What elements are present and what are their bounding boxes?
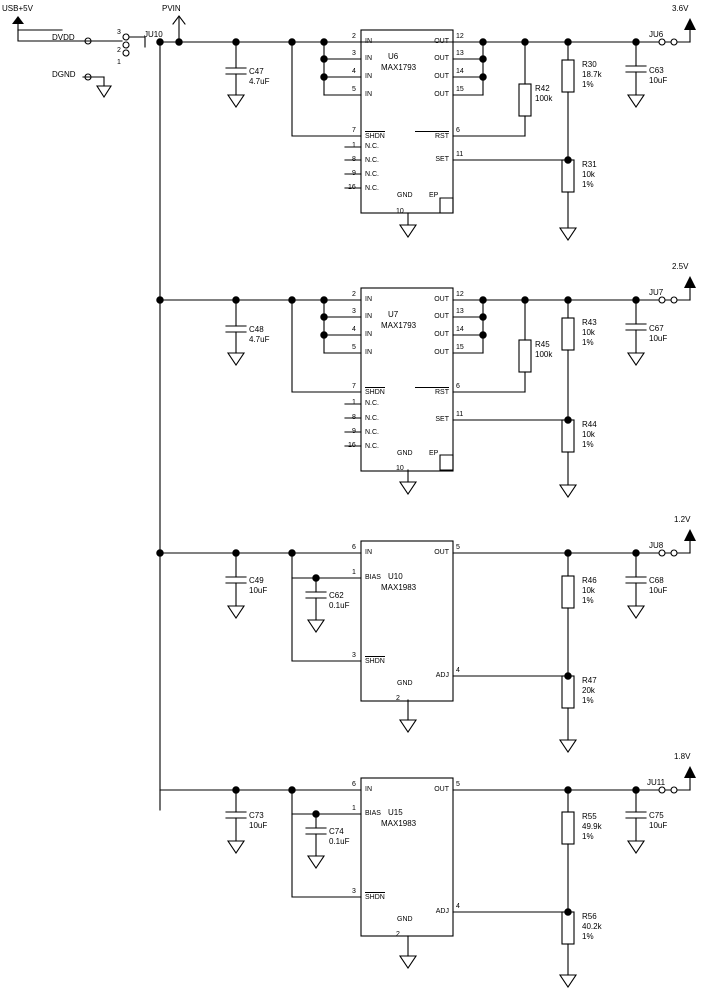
r55-ref: R55 — [582, 812, 597, 821]
u6-pin-3-name: IN — [365, 55, 372, 62]
u15-pin-3-num: 3 — [352, 888, 356, 895]
c75-ref: C75 — [649, 811, 664, 820]
u6-pin-14-name: OUT — [434, 73, 449, 80]
r45-ref: R45 — [535, 340, 550, 349]
u7-pin-13-name: OUT — [434, 313, 449, 320]
u10-pin-1-name: BIAS — [365, 574, 381, 581]
u7-pin-14-name: OUT — [434, 331, 449, 338]
u6-pin-1-num: 1 — [352, 142, 356, 149]
u7-pin-3-num: 3 — [352, 308, 356, 315]
u7-pin-12-name: OUT — [434, 296, 449, 303]
r31-value: 10k — [582, 170, 595, 179]
u7-ep-name: EP — [429, 450, 439, 457]
u6-pin-4-name: IN — [365, 73, 372, 80]
u15-pin-3-name: SHDN — [365, 894, 385, 901]
u10-pin-2-num: 2 — [396, 695, 400, 702]
c62-ref: C62 — [329, 591, 344, 600]
u7-pin-7-name: SHDN — [365, 389, 385, 396]
r56-value: 40.2k — [582, 922, 602, 931]
u6-ref: U6 — [388, 52, 399, 61]
c68-ref: C68 — [649, 576, 664, 585]
c48-value: 4.7uF — [249, 335, 270, 344]
u6-pin-2-name: IN — [365, 38, 372, 45]
u7-pin-2-num: 2 — [352, 291, 356, 298]
u6-pin-11-name: SET — [435, 156, 449, 163]
net-label-dgnd: DGND — [52, 70, 76, 79]
u10-pin-3-name: SHDN — [365, 658, 385, 665]
u6-pin-14-num: 14 — [456, 68, 464, 75]
u6-pin-6-name: RST — [415, 131, 449, 141]
r42-value: 100k — [535, 94, 553, 103]
u7-pin-9-name: N.C. — [365, 429, 379, 436]
u10-pin-5-num: 5 — [456, 544, 460, 551]
c48-ref: C48 — [249, 325, 264, 334]
u7-pin-4-name: IN — [365, 331, 372, 338]
u7-pin-5-name: IN — [365, 349, 372, 356]
c47-value: 4.7uF — [249, 77, 270, 86]
r30-tol: 1% — [582, 80, 594, 89]
u7-pin-13-num: 13 — [456, 308, 464, 315]
u6-pin-16-num: 16 — [348, 184, 356, 191]
r47-value: 20k — [582, 686, 595, 695]
u6-pin-2-num: 2 — [352, 33, 356, 40]
c62-value: 0.1uF — [329, 601, 350, 610]
u6-part: MAX1793 — [381, 63, 417, 72]
u6-pin-7-num: 7 — [352, 127, 356, 134]
u7-ref: U7 — [388, 310, 399, 319]
u7-pin-8-num: 8 — [352, 414, 356, 421]
net-label-dvdd: DVDD — [52, 33, 75, 42]
u7-pin-15-name: OUT — [434, 349, 449, 356]
r31-ref: R31 — [582, 160, 597, 169]
u15-ref: U15 — [388, 808, 403, 817]
u6-pin-9-num: 9 — [352, 170, 356, 177]
ju10-ref[interactable]: JU10 — [144, 30, 163, 39]
r56-ref: R56 — [582, 912, 597, 921]
u15-pin-6-name: IN — [365, 786, 372, 793]
net-label-out2: 2.5V — [672, 262, 689, 271]
u7-pin-16-num: 16 — [348, 442, 356, 449]
u7-pin-14-num: 14 — [456, 326, 464, 333]
ju8-ref[interactable]: JU8 — [649, 541, 664, 550]
u10-pin-4-num: 4 — [456, 667, 460, 674]
u6-pin-9-name: N.C. — [365, 171, 379, 178]
r46-ref: R46 — [582, 576, 597, 585]
r43-value: 10k — [582, 328, 595, 337]
u6-pin-6-num: 6 — [456, 127, 460, 134]
u7-pin-6-name: RST — [415, 387, 449, 397]
u15-pin-4-num: 4 — [456, 903, 460, 910]
u6-pin-3-num: 3 — [352, 50, 356, 57]
u7-pin-8-name: N.C. — [365, 415, 379, 422]
u15-pin-1-name: BIAS — [365, 810, 381, 817]
r47-ref: R47 — [582, 676, 597, 685]
u7-pin-10-num: 10 — [396, 465, 404, 472]
u10-pin-1-num: 1 — [352, 569, 356, 576]
ju10-pin3: 3 — [117, 29, 121, 36]
u6-pin-11-num: 11 — [456, 151, 464, 158]
u15-pin-6-num: 6 — [352, 781, 356, 788]
u6-ep-name: EP — [429, 192, 439, 199]
net-label-usb5v: USB+5V — [2, 4, 33, 13]
u7-pin-6-num: 6 — [456, 383, 460, 390]
r55-tol: 1% — [582, 832, 594, 841]
r42-ref: R42 — [535, 84, 550, 93]
ju10-pin2: 2 — [117, 47, 121, 54]
c73-ref: C73 — [249, 811, 264, 820]
u6-pin-12-name: OUT — [434, 38, 449, 45]
u7-pin-9-num: 9 — [352, 428, 356, 435]
net-label-pvin: PVIN — [162, 4, 181, 13]
u6-pin-16-name: N.C. — [365, 185, 379, 192]
r47-tol: 1% — [582, 696, 594, 705]
r44-tol: 1% — [582, 440, 594, 449]
u10-pin-6-num: 6 — [352, 544, 356, 551]
u7-pin-1-num: 1 — [352, 399, 356, 406]
u6-gnd-name: GND — [397, 192, 413, 199]
u10-pin-3-num: 3 — [352, 652, 356, 659]
u10-pin-5-name: OUT — [434, 549, 449, 556]
r56-tol: 1% — [582, 932, 594, 941]
u7-pin-7-num: 7 — [352, 383, 356, 390]
u15-pin-1-num: 1 — [352, 805, 356, 812]
ju10-pin1: 1 — [117, 59, 121, 66]
u7-pin-11-name: SET — [435, 416, 449, 423]
r43-tol: 1% — [582, 338, 594, 347]
c67-value: 10uF — [649, 334, 668, 343]
u6-pin-13-name: OUT — [434, 55, 449, 62]
c74-ref: C74 — [329, 827, 344, 836]
u15-pin-5-num: 5 — [456, 781, 460, 788]
u6-pin-8-num: 8 — [352, 156, 356, 163]
u10-ref: U10 — [388, 572, 403, 581]
c49-ref: C49 — [249, 576, 264, 585]
c73-value: 10uF — [249, 821, 268, 830]
c49-value: 10uF — [249, 586, 268, 595]
u10-gnd-name: GND — [397, 680, 413, 687]
u7-pin-2-name: IN — [365, 296, 372, 303]
u6-pin-15-name: OUT — [434, 91, 449, 98]
u7-pin-15-num: 15 — [456, 344, 464, 351]
u7-pin-3-name: IN — [365, 313, 372, 320]
r44-ref: R44 — [582, 420, 597, 429]
u15-pin-5-name: OUT — [434, 786, 449, 793]
u6-pin-12-num: 12 — [456, 33, 464, 40]
c68-value: 10uF — [649, 586, 668, 595]
ju11-ref[interactable]: JU11 — [647, 778, 666, 787]
net-label-out4: 1.8V — [674, 752, 691, 761]
u6-pin-1-name: N.C. — [365, 143, 379, 150]
u7-pin-11-num: 11 — [456, 411, 464, 418]
u7-part: MAX1793 — [381, 321, 417, 330]
c75-value: 10uF — [649, 821, 668, 830]
u6-pin-7-name: SHDN — [365, 133, 385, 140]
u15-gnd-name: GND — [397, 916, 413, 923]
r43-ref: R43 — [582, 318, 597, 327]
r55-value: 49.9k — [582, 822, 602, 831]
net-label-out1: 3.6V — [672, 4, 689, 13]
r31-tol: 1% — [582, 180, 594, 189]
net-label-out3: 1.2V — [674, 515, 691, 524]
u15-pin-4-name: ADJ — [435, 908, 449, 915]
r45-value: 100k — [535, 350, 553, 359]
u6-pin-13-num: 13 — [456, 50, 464, 57]
u10-pin-4-name: ADJ — [435, 672, 449, 679]
r30-value: 18.7k — [582, 70, 602, 79]
r46-tol: 1% — [582, 596, 594, 605]
ju6-ref[interactable]: JU6 — [649, 30, 664, 39]
c63-ref: C63 — [649, 66, 664, 75]
c47-ref: C47 — [249, 67, 264, 76]
c63-value: 10uF — [649, 76, 668, 85]
r44-value: 10k — [582, 430, 595, 439]
c74-value: 0.1uF — [329, 837, 350, 846]
u6-pin-5-num: 5 — [352, 86, 356, 93]
c67-ref: C67 — [649, 324, 664, 333]
u7-pin-4-num: 4 — [352, 326, 356, 333]
ju7-ref[interactable]: JU7 — [649, 288, 664, 297]
u7-pin-5-num: 5 — [352, 344, 356, 351]
r30-ref: R30 — [582, 60, 597, 69]
u7-gnd-name: GND — [397, 450, 413, 457]
u6-pin-10-num: 10 — [396, 208, 404, 215]
u10-pin-6-name: IN — [365, 549, 372, 556]
u7-pin-16-name: N.C. — [365, 443, 379, 450]
u10-part: MAX1983 — [381, 583, 417, 592]
u15-pin-2-num: 2 — [396, 931, 400, 938]
u6-pin-8-name: N.C. — [365, 157, 379, 164]
u6-pin-4-num: 4 — [352, 68, 356, 75]
u15-part: MAX1983 — [381, 819, 417, 828]
u6-pin-15-num: 15 — [456, 86, 464, 93]
u6-pin-5-name: IN — [365, 91, 372, 98]
u7-pin-1-name: N.C. — [365, 400, 379, 407]
r46-value: 10k — [582, 586, 595, 595]
u7-pin-12-num: 12 — [456, 291, 464, 298]
